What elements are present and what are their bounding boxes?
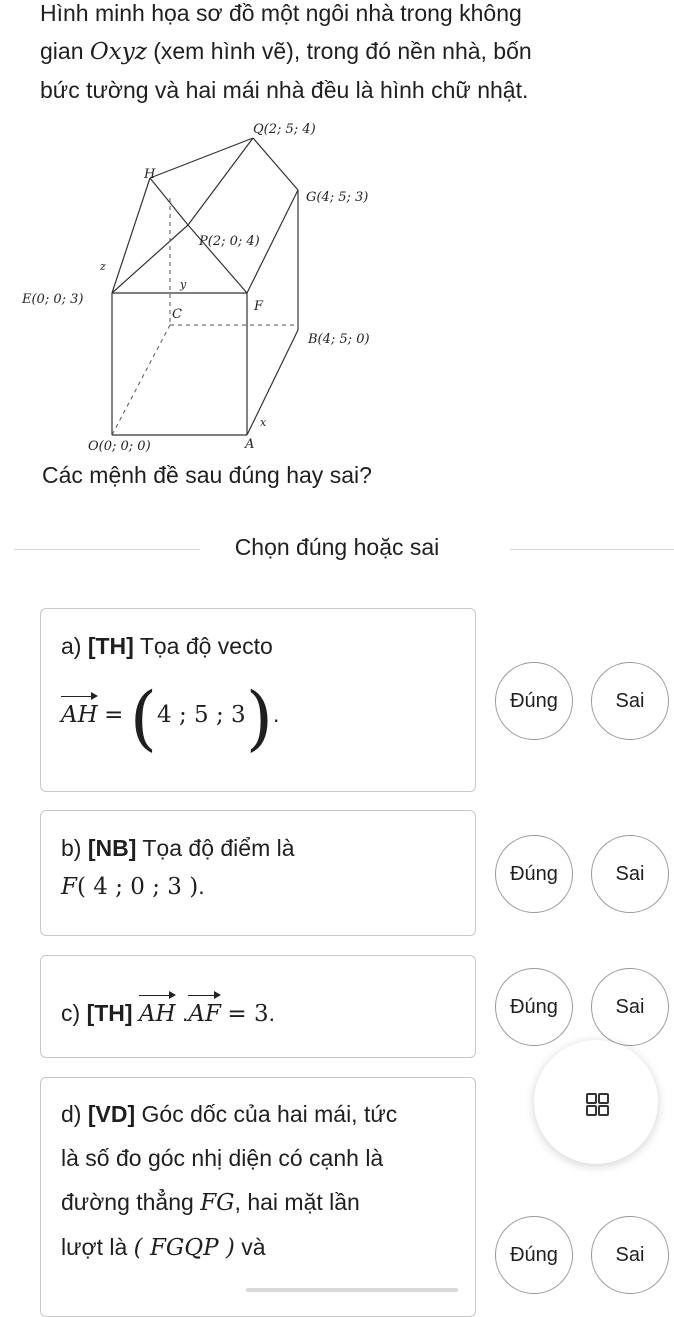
true-button-b[interactable]: Đúng <box>495 835 573 913</box>
label-B: B(4; 5; 0) <box>308 332 370 347</box>
intro-line-3: bức tường và hai mái nhà đều là hình chữ nhật. <box>40 77 529 103</box>
statement-c-text: c) [TH] AH .AF = 3. <box>61 994 471 1033</box>
intro-line-1: Hình minh họa sơ đồ một ngôi nhà trong không <box>40 0 522 26</box>
true-button-d[interactable]: Đúng <box>495 1216 573 1294</box>
label-P: P(2; 0; 4) <box>199 234 260 249</box>
true-button-c[interactable]: Đúng <box>495 968 573 1046</box>
label-F: F <box>254 299 264 314</box>
divider-right <box>510 549 674 550</box>
label-H: H <box>144 167 156 182</box>
false-button-c[interactable]: Sai <box>591 968 669 1046</box>
false-button-d[interactable]: Sai <box>591 1216 669 1294</box>
home-indicator <box>246 1288 458 1292</box>
intro-line-2: gian Oxyz (xem hình vẽ), trong đó nền nhà, bốn <box>40 38 532 65</box>
statement-card-a <box>40 608 476 792</box>
problem-statement <box>40 0 650 109</box>
question-grid-button[interactable] <box>534 1040 658 1164</box>
label-z: z <box>100 260 106 273</box>
false-button-b[interactable]: Sai <box>591 835 669 913</box>
statement-card-b <box>40 810 476 936</box>
label-G: G(4; 5; 3) <box>306 190 369 205</box>
section-header <box>0 532 674 568</box>
statement-card-d <box>40 1077 476 1317</box>
statement-b-text: b) [NB] Tọa độ điểm là F( 4 ; 0 ; 3 ). <box>61 835 295 900</box>
label-x: x <box>260 416 267 429</box>
grid-icon <box>586 1093 606 1113</box>
statement-card-c <box>40 955 476 1058</box>
label-Q: Q(2; 5; 4) <box>253 122 316 137</box>
false-button-a[interactable]: Sai <box>591 662 669 740</box>
house-diagram <box>22 120 400 460</box>
label-O: O(0; 0; 0) <box>88 439 151 454</box>
statement-a-text: a) [TH] Tọa độ vecto AH = (4 ; 5 ; 3). <box>61 633 280 759</box>
label-E: E(0; 0; 3) <box>22 292 84 307</box>
label-A: A <box>245 437 255 452</box>
question-text: Các mệnh đề sau đúng hay sai? <box>42 462 372 488</box>
label-C: C <box>172 307 182 322</box>
statement-d-text: d) [VD] Góc dốc của hai mái, tức là số đo góc nhị diện có cạnh là đường thẳng FG, hai mặt lần lượt là ( FGQP ) và <box>61 1101 398 1261</box>
true-button-a[interactable]: Đúng <box>495 662 573 740</box>
section-title: Chọn đúng hoặc sai <box>234 534 440 560</box>
label-y: y <box>180 278 187 291</box>
